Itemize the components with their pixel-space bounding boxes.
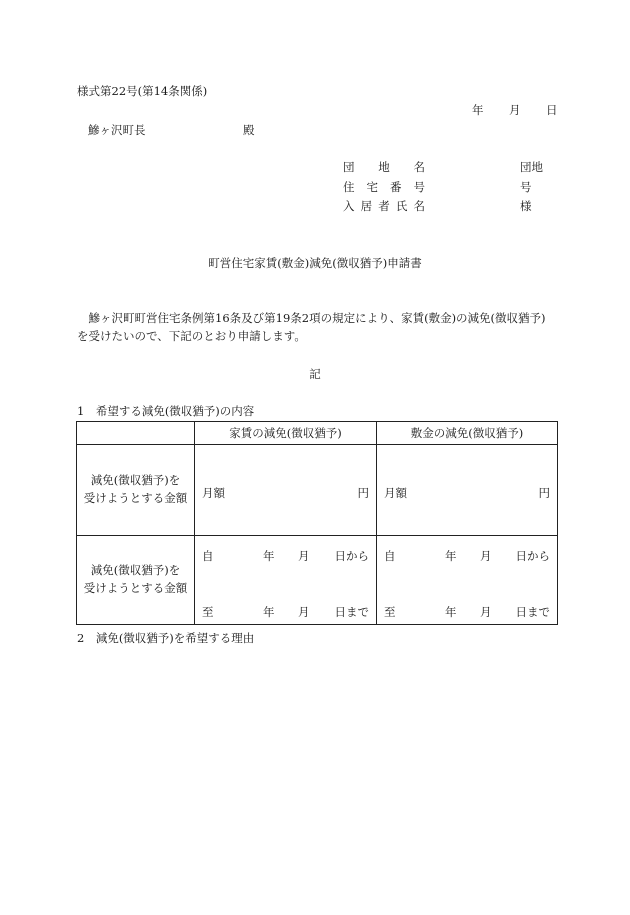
applicant-label-char: 名 [413,199,425,213]
month-label: 月 [480,549,492,563]
row-label-amount [77,445,195,536]
applicant-name-suffix: 様 [520,199,532,213]
from-label: 自 [202,549,214,563]
document-title: 町営住宅家賃(敷金)減免(徴収猶予)申請書 [208,256,422,270]
year-label: 年 [263,605,275,619]
applicant-label-char: 入 [343,199,355,213]
deposit-period-to [384,604,550,619]
applicant-label-char: 宅 [366,180,378,194]
applicant-label-char: 名 [413,160,425,174]
applicant-label-char: 者 [378,199,390,213]
date-month-label: 月 [509,103,521,117]
applicant-danchi-suffix: 団地 [520,160,543,174]
year-label: 年 [445,605,457,619]
exemption-table [76,421,558,625]
rent-yen-unit: 円 [357,486,369,500]
table-corner-cell [77,422,195,445]
date-day-label: 日 [546,103,558,117]
table-header-row [77,422,558,445]
body-paragraph-line-1: 鰺ヶ沢町町営住宅条例第16条及び第19条2項の規定により、家賃(敷金)の減免(徴収猶予) [77,311,546,325]
table-row-amount [77,445,558,536]
ki-heading: 記 [309,367,321,381]
rent-monthly-label: 月額 [202,486,225,500]
row-label-period-line-2: 受けようとする金額 [83,581,188,595]
date-year-label: 年 [472,103,484,117]
day-from-label: 日から [334,549,369,563]
rent-period-cell[interactable] [195,536,377,625]
day-from-label: 日から [515,549,550,563]
day-to-label: 日まで [334,605,369,619]
applicant-label-char: 団 [343,160,355,174]
applicant-house-number-suffix: 号 [520,180,532,194]
section-1-heading: 1 希望する減免(徴収猶予)の内容 [77,404,255,418]
column-header-deposit: 敷金の減免(徴収猶予) [377,422,558,445]
body-paragraph-line-2: を受けたいので、下記のとおり申請します。 [77,329,306,343]
applicant-label-char: 番 [390,180,402,194]
from-label: 自 [384,549,396,563]
applicant-label-char: 号 [413,180,425,194]
form-number: 様式第22号(第14条関係) [77,84,208,98]
applicant-name-label [343,201,425,213]
deposit-period-from [384,548,550,563]
to-label: 至 [202,605,214,619]
row-label-period [77,536,195,625]
applicant-label-char: 氏 [395,199,408,213]
column-header-rent: 家賃の減免(徴収猶予) [195,422,377,445]
deposit-monthly-label: 月額 [384,486,407,500]
applicant-label-char: 居 [360,199,373,213]
deposit-amount-cell[interactable] [377,445,558,536]
year-label: 年 [263,549,275,563]
rent-period-from [202,548,369,563]
year-label: 年 [445,549,457,563]
addressee-honorific: 殿 [243,123,255,137]
deposit-yen-unit: 円 [538,486,550,500]
month-label: 月 [298,605,310,619]
row-label-amount-line-2: 受けようとする金額 [83,491,188,505]
rent-period-to [202,604,369,619]
month-label: 月 [298,549,310,563]
rent-amount-cell[interactable] [195,445,377,536]
deposit-period-cell[interactable] [377,536,558,625]
addressee: 鰺ヶ沢町長 [88,123,146,137]
row-label-period-line-1: 減免(徴収猶予)を [90,563,181,578]
applicant-label-char: 住 [343,180,355,194]
row-label-amount-line-1: 減免(徴収猶予)を [90,473,181,488]
applicant-danchi-label [343,162,425,174]
month-label: 月 [480,605,492,619]
section-2-heading: 2 減免(徴収猶予)を希望する理由 [77,631,255,645]
day-to-label: 日まで [515,605,550,619]
to-label: 至 [384,605,396,619]
applicant-house-number-label [343,182,425,194]
applicant-label-char: 地 [378,160,390,174]
table-row-period [77,536,558,625]
